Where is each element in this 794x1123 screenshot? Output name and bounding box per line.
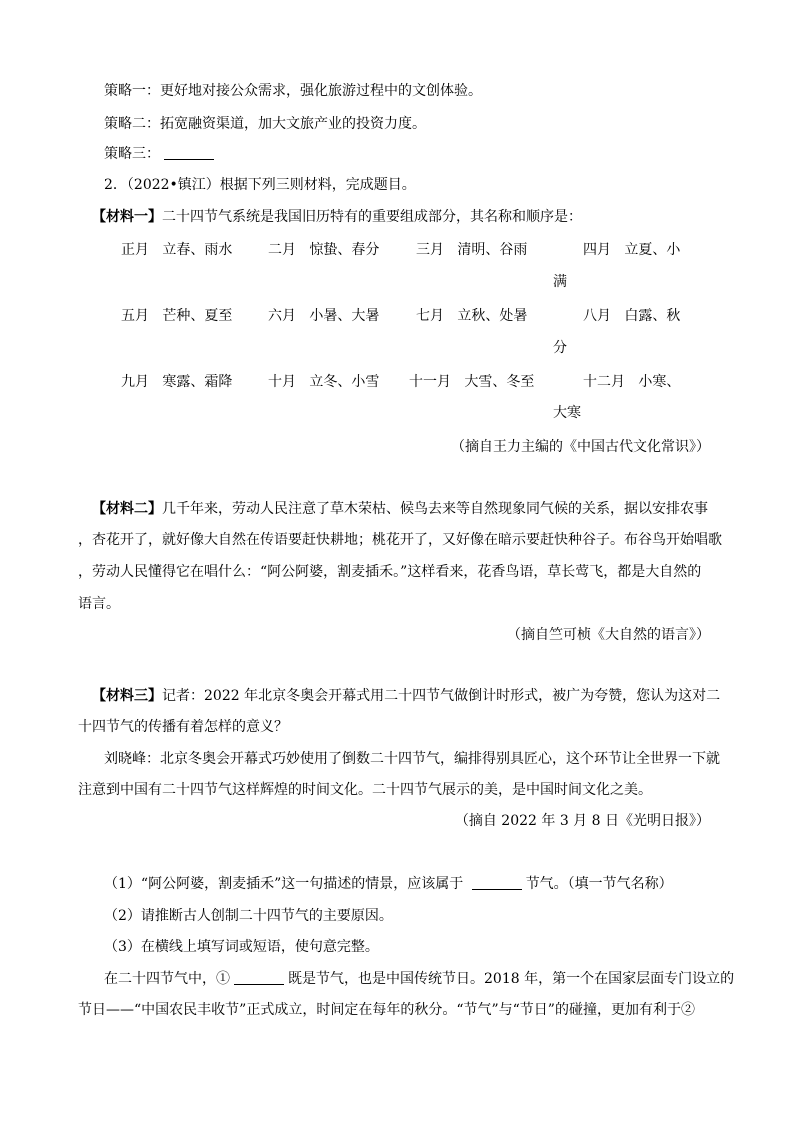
answer-blank[interactable] bbox=[164, 145, 214, 160]
material3-line: 【材料三】记者：2022 年北京冬奥会开幕式用二十四节气做倒计时形式，被广为夸赞，您认为这对二 bbox=[92, 688, 721, 704]
material2-source: （摘自竺可桢《大自然的语言》） bbox=[507, 627, 710, 643]
term-cell: 十二月 小寒、 bbox=[583, 374, 681, 390]
term-cell: 四月 立夏、小 bbox=[583, 242, 681, 258]
term-cell: 三月 清明、谷雨 bbox=[416, 242, 528, 258]
strategy-3-label: 策略三： bbox=[104, 146, 160, 162]
term-cell-wrap: 分 bbox=[553, 340, 567, 356]
material3-line: 注意到中国有二十四节气这样辉煌的时间文化。二十四节气展示的美，是中国时间文化之美。 bbox=[78, 782, 652, 798]
term-cell: 八月 白露、秋 bbox=[583, 308, 681, 324]
sub-question-2: （2）请推断古人创制二十四节气的主要原因。 bbox=[104, 908, 393, 924]
answer-blank[interactable] bbox=[234, 970, 284, 985]
sub-question-3: （3）在横线上填写词或短语，使句意完整。 bbox=[104, 939, 379, 955]
material1-intro bbox=[92, 207, 582, 227]
material2-line: ，劳动人民懂得它在唱什么：“阿公阿婆，割麦插禾。”这样看来，花香鸟语，草长莺飞，都是大自然的 bbox=[78, 564, 702, 580]
term-cell-wrap: 大寒 bbox=[553, 405, 581, 421]
fill-paragraph-line: 在二十四节气中，① 既是节气，也是中国传统节日。2018 年，第一个在国家层面专门设立的 bbox=[104, 971, 735, 987]
term-cell: 正月 立春、雨水 bbox=[121, 242, 233, 258]
term-cell: 九月 寒露、霜降 bbox=[121, 374, 233, 390]
term-cell: 五月 芒种、夏至 bbox=[121, 308, 233, 324]
material1-label: 【材料一】 bbox=[92, 209, 162, 225]
material2-line: 语言。 bbox=[78, 596, 120, 612]
term-cell: 六月 小暑、大暑 bbox=[268, 308, 380, 324]
material3-line: 十四节气的传播有着怎样的意义？ bbox=[78, 719, 288, 735]
strategy-3 bbox=[104, 144, 218, 164]
material2-line: ，杏花开了，就好像大自然在传语要赶快耕地；桃花开了，又好像在暗示要赶快种谷子。布谷鸟开始唱歌 bbox=[78, 532, 722, 548]
strategy-1: 策略一：更好地对接公众需求，强化旅游过程中的文创体验。 bbox=[104, 83, 482, 99]
material1-intro-text: 二十四节气系统是我国旧历特有的重要组成部分，其名称和顺序是： bbox=[162, 209, 582, 225]
material2-line: 【材料二】几千年来，劳动人民注意了草木荣枯、候鸟去来等自然现象同气候的关系，据以安排农事 bbox=[92, 501, 708, 517]
term-cell: 十月 立冬、小雪 bbox=[268, 374, 380, 390]
material3-source: （摘自 2022 年 3 月 8 日《光明日报》） bbox=[454, 813, 710, 829]
sub-question-1: （1）“阿公阿婆，割麦插禾”这一句描述的情景，应该属于 节气。（填一节气名称） bbox=[104, 876, 673, 892]
answer-blank[interactable] bbox=[472, 875, 522, 890]
term-cell-wrap: 满 bbox=[553, 274, 567, 290]
strategy-2: 策略二：拓宽融资渠道，加大文旅产业的投资力度。 bbox=[104, 116, 426, 132]
material3-line: 刘晓峰：北京冬奥会开幕式巧妙使用了倒数二十四节气，编排得别具匠心，这个环节让全世界一下就 bbox=[104, 751, 720, 767]
term-cell: 七月 立秋、处暑 bbox=[416, 308, 528, 324]
term-cell: 二月 惊蛰、春分 bbox=[268, 242, 380, 258]
material2-label: 【材料二】 bbox=[92, 501, 162, 517]
question-header: 2．（2022•镇江）根据下列三则材料，完成题目。 bbox=[104, 177, 416, 193]
term-cell: 十一月 大雪、冬至 bbox=[409, 374, 535, 390]
material1-source: （摘自王力主编的《中国古代文化常识》） bbox=[451, 439, 710, 455]
fill-paragraph-line: 节日——“中国农民丰收节”正式成立，时间定在每年的秋分。“节气”与“节日”的碰撞，更加有利于② bbox=[78, 1002, 695, 1018]
material3-label: 【材料三】 bbox=[92, 688, 162, 704]
